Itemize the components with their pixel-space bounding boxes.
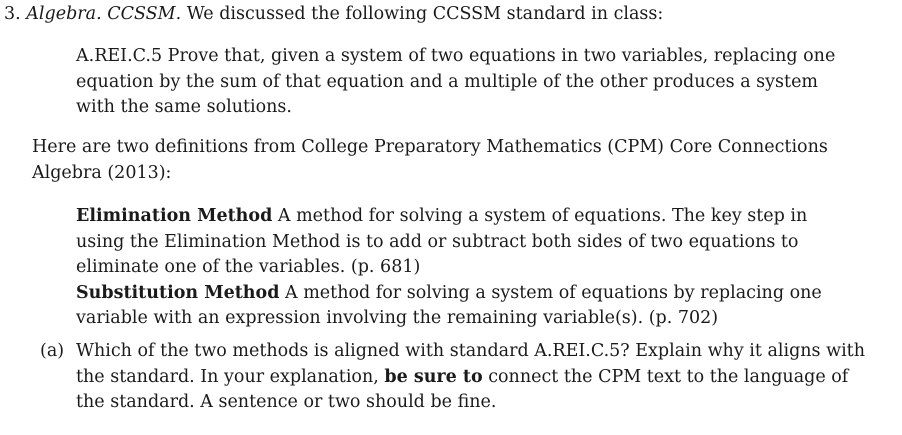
part-a-text-after: connect the CPM text to the language of the standard. A sentence or two should be fine. <box>76 366 849 412</box>
definition-term: Elimination Method <box>76 206 273 226</box>
definition-text: A method for solving a system of equations. The key step in using the Elimination Method is to add or subtract both sides of two equations to eliminate one of the variables. (p. 681) <box>76 206 808 277</box>
part-a-question <box>76 339 876 416</box>
part-a-label: (a) <box>40 341 65 361</box>
definitions-intro: Here are two definitions from College Preparatory Mathematics (CPM) Core Connections Algebra (2013): <box>32 137 828 183</box>
problem-lead: We discussed the following CCSSM standard in class: <box>186 4 664 24</box>
part-a <box>40 339 880 416</box>
definition-substitution <box>76 281 836 332</box>
problem-subject: Algebra. <box>26 4 102 24</box>
problem-header <box>4 2 894 28</box>
definitions-block <box>76 204 836 332</box>
part-a-text-before: Which of the two methods is aligned with standard A.REI.C.5? Explain why it aligns with the standard. In your explanation, <box>76 341 865 387</box>
standard-code: A.REI.C.5 <box>76 46 163 66</box>
problem-standard-tag: CCSSM. <box>107 4 182 24</box>
problem-number: 3. <box>4 4 21 24</box>
definition-elimination <box>76 204 836 281</box>
standard-quote <box>76 44 836 121</box>
standard-text: Prove that, given a system of two equations in two variables, replacing one equation by the sum of that equation and a multiple of the other produces a system with the same solutions. <box>76 46 836 117</box>
part-a-emphasis: be sure to <box>384 366 483 387</box>
definition-text: A method for solving a system of equations by replacing one variable with an expression involving the remaining variable(s). (p. 702) <box>76 282 822 328</box>
definition-term: Substitution Method <box>76 282 280 303</box>
